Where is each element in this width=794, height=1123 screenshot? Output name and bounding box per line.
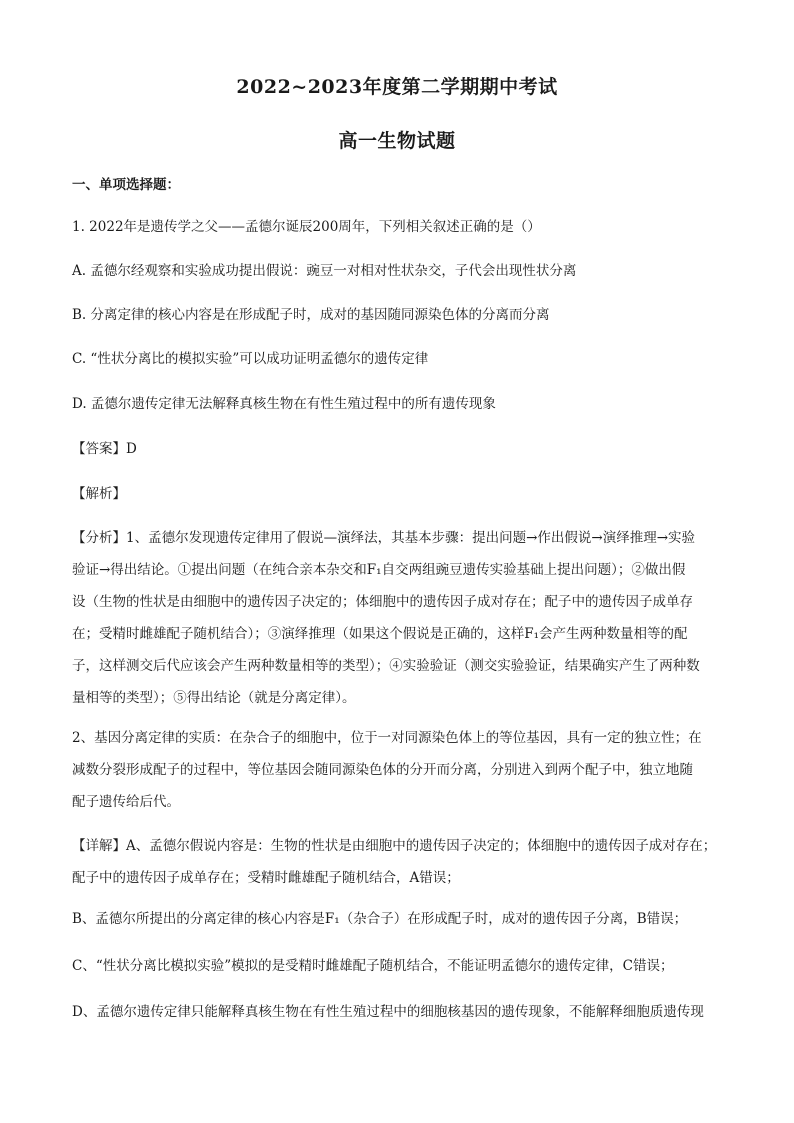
analysis-line: 减数分裂形成配子的过程中，等位基因会随同源染色体的分开而分离，分别进入到两个配子中，独立地随 bbox=[72, 762, 693, 778]
analysis-line: 在；受精时雌雄配子随机结合）；③演绎推理（如果这个假说是正确的，这样F₁会产生两种数量相等的配 bbox=[72, 626, 688, 642]
analysis-line: 验证→得出结论。①提出问题（在纯合亲本杂交和F₁自交两组豌豆遗传实验基础上提出问题）；②做出假 bbox=[72, 562, 686, 578]
detail-paragraph bbox=[72, 830, 722, 894]
analysis-line: 量相等的类型）；⑤得出结论（就是分离定律）。 bbox=[72, 690, 356, 706]
option-b: B. 分离定律的核心内容是在形成配子时，成对的基因随同源染色体的分离而分离 bbox=[72, 307, 550, 323]
detail-d: D、孟德尔遗传定律只能解释真核生物在有性生殖过程中的细胞核基因的遗传现象，不能解释细胞质遗传现 bbox=[72, 1004, 704, 1020]
analysis-label: 【解析】 bbox=[72, 486, 126, 502]
detail-line: 配子中的遗传因子成单存在；受精时雌雄配子随机结合，A错误； bbox=[72, 870, 460, 886]
detail-b: B、孟德尔所提出的分离定律的核心内容是F₁（杂合子）在形成配子时，成对的遗传因子分离，B错误； bbox=[72, 911, 688, 927]
question-stem: 1. 2022年是遗传学之父——孟德尔诞辰200周年，下列相关叙述正确的是（） bbox=[72, 219, 541, 235]
option-c: C. “性状分离比的模拟实验”可以成功证明孟德尔的遗传定律 bbox=[72, 351, 429, 367]
analysis-paragraph-2 bbox=[72, 722, 722, 818]
analysis-line: 子，这样测交后代应该会产生两种数量相等的类型）；④实验验证（测交实验验证，结果确实产生了两种数 bbox=[72, 658, 700, 674]
analysis-line: 【分析】1、孟德尔发现遗传定律用了假说—演绎法，其基本步骤：提出问题→作出假说→演绎推理→实验 bbox=[72, 530, 696, 546]
analysis-line: 设（生物的性状是由细胞中的遗传因子决定的；体细胞中的遗传因子成对存在；配子中的遗传因子成单存 bbox=[72, 594, 693, 610]
exam-title: 2022~2023年度第二学期期中考试 bbox=[236, 76, 558, 98]
detail-c: C、“性状分离比模拟实验”模拟的是受精时雌雄配子随机结合，不能证明孟德尔的遗传定律，C错误； bbox=[72, 958, 674, 974]
exam-subtitle: 高一生物试题 bbox=[338, 130, 456, 152]
analysis-line: 配子遗传给后代。 bbox=[72, 794, 180, 810]
answer-label: 【答案】D bbox=[72, 441, 137, 457]
option-d: D. 孟德尔遗传定律无法解释真核生物在有性生殖过程中的所有遗传现象 bbox=[72, 396, 496, 412]
option-a: A. 孟德尔经观察和实验成功提出假说：豌豆一对相对性状杂交，子代会出现性状分离 bbox=[72, 263, 577, 279]
analysis-paragraph-1 bbox=[72, 522, 722, 714]
detail-line: 【详解】A、孟德尔假说内容是：生物的性状是由细胞中的遗传因子决定的；体细胞中的遗传因子成对存在； bbox=[72, 838, 717, 854]
section-heading: 一、单项选择题： bbox=[72, 177, 180, 193]
analysis-line: 2、基因分离定律的实质：在杂合子的细胞中，位于一对同源染色体上的等位基因，具有一定的独立性；在 bbox=[72, 730, 702, 746]
